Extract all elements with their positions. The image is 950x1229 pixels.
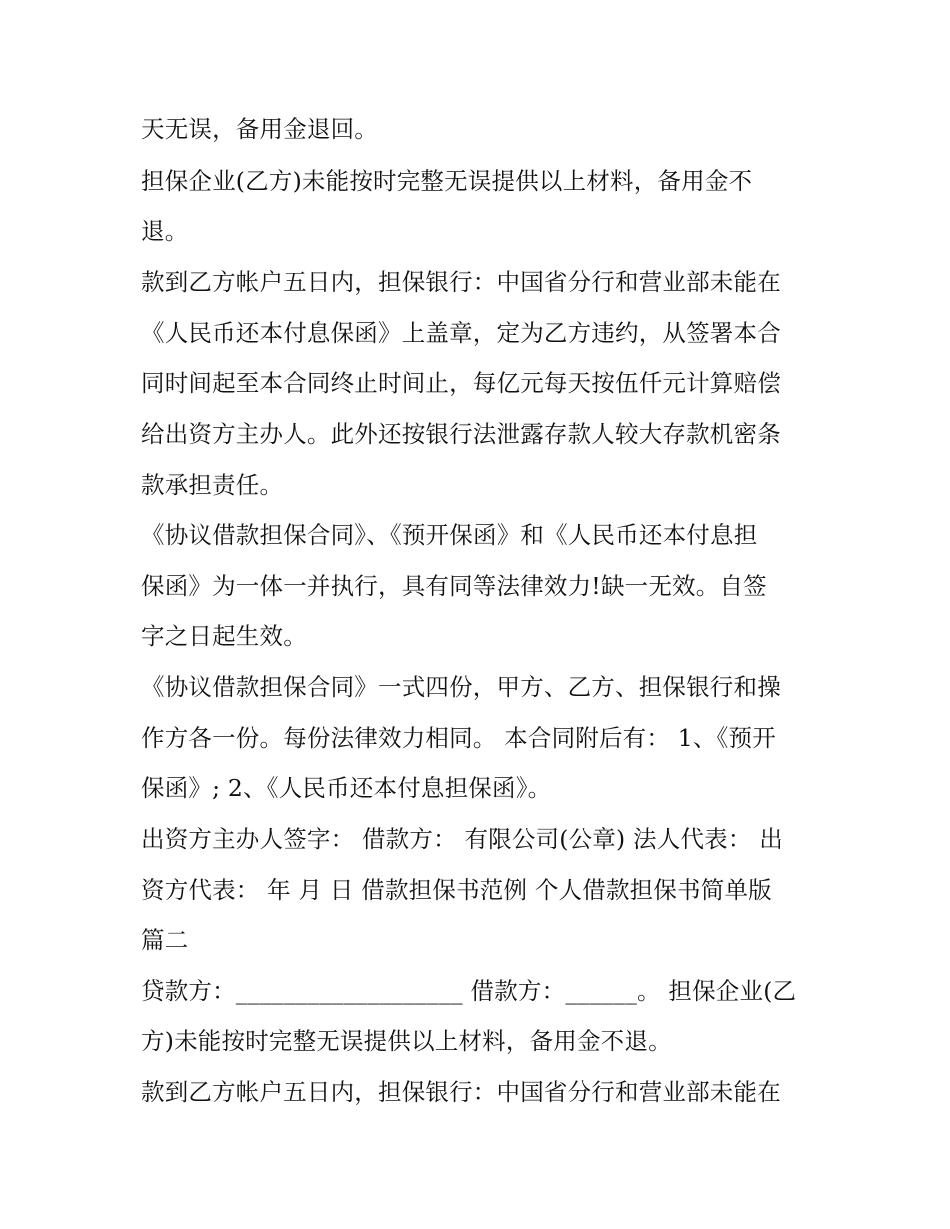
text-line-18: 贷款方：___________________ 借款方：______。 担保企业(乙	[141, 977, 797, 1005]
text-line-8: 款承担责任。	[141, 471, 284, 499]
text-line-12: 《协议借款担保合同》一式四份，甲方、乙方、担保银行和操	[141, 673, 781, 701]
text-line-10: 保函》为一体一并执行，具有同等法律效力!缺一无效。自签	[141, 572, 767, 600]
text-line-14: 保函》; 2、《人民币还本付息担保函》。	[141, 774, 552, 802]
text-line-20: 款到乙方帐户五日内，担保银行：中国省分行和营业部未能在	[141, 1078, 781, 1106]
text-line-13: 作方各一份。每份法律效力相同。 本合同附后有： 1、《预开	[141, 724, 776, 752]
text-line-15: 出资方主办人签字： 借款方： 有限公司(公章) 法人代表： 出	[141, 825, 783, 853]
text-line-3: 退。	[141, 217, 189, 245]
text-line-2: 担保企业(乙方)未能按时完整无误提供以上材料，备用金不	[141, 167, 753, 195]
text-line-9: 《协议借款担保合同》、《预开保函》和《人民币还本付息担	[141, 521, 758, 549]
text-line-6: 同时间起至本合同终止时间止，每亿元每天按伍仟元计算赔偿	[141, 369, 781, 397]
text-line-4: 款到乙方帐户五日内，担保银行：中国省分行和营业部未能在	[141, 268, 781, 296]
text-line-17: 篇二	[141, 926, 189, 954]
text-line-19: 方)未能按时完整无误提供以上材料，备用金不退。	[141, 1027, 672, 1055]
text-line-5: 《人民币还本付息保函》上盖章，定为乙方违约，从签署本合	[141, 319, 781, 347]
text-line-11: 字之日起生效。	[141, 622, 307, 650]
text-line-7: 给出资方主办人。此外还按银行法泄露存款人较大存款机密条	[141, 420, 781, 448]
text-line-16: 资方代表： 年 月 日 借款担保书范例 个人借款担保书简单版	[141, 876, 772, 904]
text-line-1: 天无误，备用金退回。	[141, 115, 378, 143]
